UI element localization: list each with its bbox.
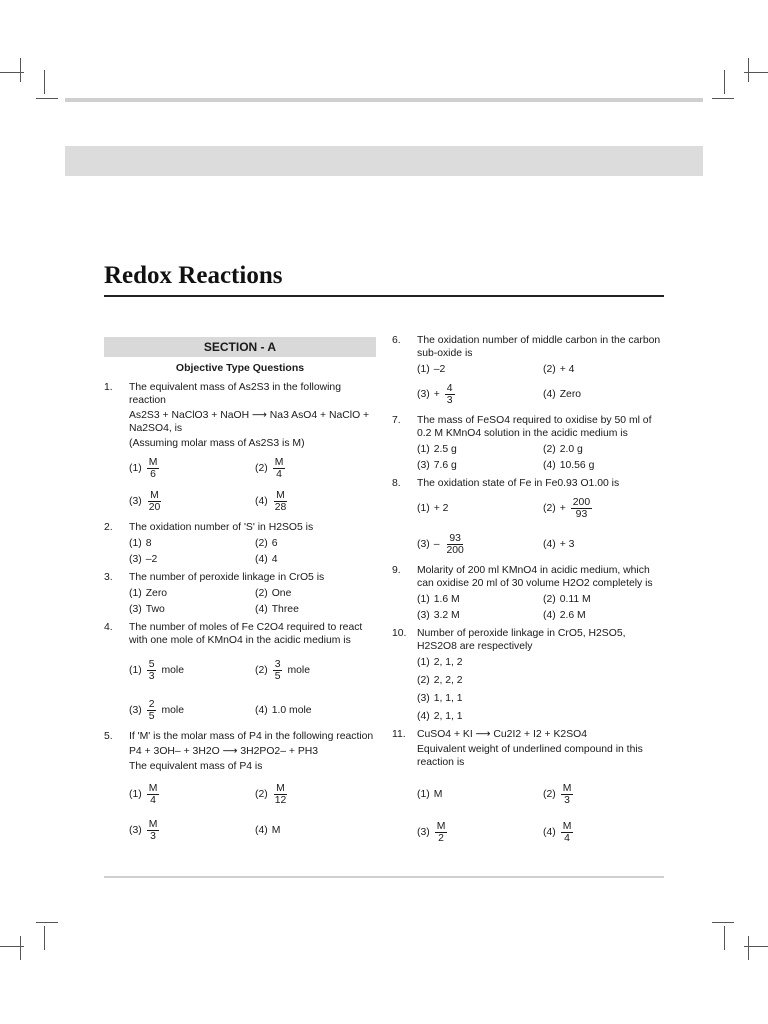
option[interactable]: (1) 8 (129, 538, 152, 549)
options (417, 493, 664, 559)
option[interactable]: (3) –2 (129, 554, 158, 565)
crop-mark (724, 926, 725, 950)
crop-mark (36, 98, 58, 99)
option[interactable]: (2) 2.0 g (543, 444, 583, 455)
crop-mark (712, 922, 734, 923)
question-11 (392, 728, 664, 849)
question-number: 8. (392, 478, 401, 489)
options (417, 443, 664, 472)
option[interactable]: (3) 1, 1, 1 (417, 693, 463, 704)
left-column (104, 337, 376, 850)
options (129, 453, 376, 516)
option[interactable]: (2) $\frac{M}{12}$ (255, 782, 287, 806)
question-text: The number of moles of Fe C2O4 required to react with one mole of KMnO4 in the acidic medium is (129, 622, 363, 646)
option[interactable]: (2) $\frac{3}{5}$ mole (255, 658, 311, 682)
option[interactable]: (1) 1.6 M (417, 594, 460, 605)
options (417, 593, 664, 622)
option[interactable]: (1) 2, 1, 2 (417, 657, 463, 668)
question-text: The mass of FeSO4 required to oxidise by 50 ml of 0.2 M KMnO4 solution in the acidic medium is (417, 415, 652, 439)
right-column (392, 334, 664, 852)
options (417, 363, 664, 409)
crop-mark (44, 70, 45, 94)
question-number: 4. (104, 622, 113, 633)
crop-mark (748, 936, 749, 960)
option[interactable]: (2) 0.11 M (543, 594, 591, 605)
option[interactable]: (1) + 2 (417, 502, 449, 514)
question-text: The oxidation state of Fe in Fe0.93 O1.00 is (417, 478, 620, 489)
option[interactable]: (2) One (255, 588, 292, 599)
option[interactable]: (3) $\frac{M}{20}$ (129, 489, 161, 513)
option[interactable]: (4) M (255, 824, 281, 836)
question-7 (392, 414, 664, 474)
option[interactable]: (4) + 3 (543, 538, 575, 550)
option[interactable]: (1) –2 (417, 364, 446, 375)
option[interactable]: (4) 2.6 M (543, 610, 586, 621)
chapter-title: Redox Reactions (104, 262, 283, 289)
option[interactable]: (1) 2.5 g (417, 444, 457, 455)
section-subheading: Objective Type Questions (175, 362, 305, 374)
reaction-equation: P4 + 3OH– + 3H2O ⟶ 3H2PO2– + PH3 (129, 746, 319, 757)
options (129, 779, 376, 845)
options (129, 537, 376, 566)
crop-mark (20, 936, 21, 960)
option[interactable]: (3) $\frac{2}{5}$ mole (129, 698, 185, 722)
options (129, 655, 376, 725)
question-number: 11. (392, 729, 406, 740)
question-number: 3. (104, 572, 113, 583)
option[interactable]: (1) M (417, 788, 443, 800)
option[interactable]: (2) $\frac{M}{3}$ (543, 782, 572, 806)
question-text: The number of peroxide linkage in CrO5 is (129, 572, 325, 583)
option[interactable]: (2) 6 (255, 538, 278, 549)
options (417, 779, 664, 847)
option[interactable]: (1) Zero (129, 588, 168, 599)
crop-mark (724, 70, 725, 94)
question-number: 5. (104, 731, 113, 742)
question-note: (Assuming molar mass of As2S3 is M) (129, 438, 305, 449)
crop-mark (748, 58, 749, 82)
option[interactable]: (4) $\frac{M}{4}$ (543, 820, 572, 844)
question-text: Molarity of 200 ml KMnO4 in acidic medium, which can oxidise 20 ml of 30 volume H2O2 completely is (417, 565, 653, 589)
option[interactable]: (4) 1.0 mole (255, 704, 312, 716)
option[interactable]: (4) Three (255, 604, 299, 615)
question-1 (104, 381, 376, 518)
option[interactable]: (3) $\frac{M}{3}$ (129, 818, 158, 842)
question-text-2: The equivalent mass of P4 is (129, 761, 263, 772)
section-label: SECTION - A (104, 337, 376, 357)
question-number: 7. (392, 415, 401, 426)
option[interactable]: (3) 3.2 M (417, 610, 460, 621)
question-text: If 'M' is the molar mass of P4 in the following reaction (129, 731, 374, 742)
question-number: 6. (392, 335, 401, 346)
option[interactable]: (3) $\frac{M}{2}$ (417, 820, 446, 844)
question-text: The oxidation number of middle carbon in the carbon sub-oxide is (417, 335, 661, 359)
option[interactable]: (3) Two (129, 604, 165, 615)
question-4 (104, 621, 376, 727)
question-8 (392, 477, 664, 561)
reaction-equation: As2S3 + NaClO3 + NaOH ⟶ Na3 AsO4 + NaClO + Na2SO4, is (129, 410, 370, 434)
question-6 (392, 334, 664, 411)
options (129, 587, 376, 616)
crop-mark (44, 926, 45, 950)
option[interactable]: (2) 2, 2, 2 (417, 675, 463, 686)
question-number: 1. (104, 382, 113, 393)
question-3 (104, 571, 376, 618)
crop-mark (20, 58, 21, 82)
header-rule (65, 98, 703, 102)
option[interactable]: (4) 10.56 g (543, 460, 595, 471)
question-text: The oxidation number of 'S' in H2SO5 is (129, 522, 314, 533)
question-number: 2. (104, 522, 113, 533)
option[interactable]: (3) + $\frac{4}{3}$ (417, 382, 453, 406)
option[interactable]: (2) + 4 (543, 364, 575, 375)
option[interactable]: (2) + $\frac{200}{93}$ (543, 496, 591, 520)
question-text: The equivalent mass of As2S3 in the following reaction (129, 382, 341, 406)
option[interactable]: (4) 4 (255, 554, 278, 565)
option[interactable]: (1) $\frac{5}{3}$ mole (129, 658, 185, 682)
option[interactable]: (4) Zero (543, 388, 582, 400)
options (417, 656, 664, 723)
option[interactable]: (1) $\frac{M}{4}$ (129, 782, 158, 806)
title-rule (104, 295, 664, 297)
question-2 (104, 521, 376, 568)
crop-mark (712, 98, 734, 99)
question-9 (392, 564, 664, 624)
reaction-equation: CuSO4 + KI ⟶ Cu2I2 + I2 + K2SO4 (417, 729, 587, 740)
option[interactable]: (1) $\frac{M}{6}$ (129, 456, 158, 480)
question-5 (104, 730, 376, 847)
question-number: 10. (392, 628, 407, 639)
question-text: Number of peroxide linkage in CrO5, H2SO5, H2S2O8 are respectively (417, 628, 626, 652)
option[interactable]: (3) 7.6 g (417, 460, 457, 471)
option[interactable]: (4) 2, 1, 1 (417, 711, 463, 722)
question-10 (392, 627, 664, 725)
question-number: 9. (392, 565, 401, 576)
header-band (65, 146, 703, 176)
crop-mark (36, 922, 58, 923)
option[interactable]: (2) $\frac{M}{4}$ (255, 456, 284, 480)
option[interactable]: (4) $\frac{M}{28}$ (255, 489, 287, 513)
option[interactable]: (3) – $\frac{93}{200}$ (417, 532, 464, 556)
question-text: Equivalent weight of underlined compound in this reaction is (417, 744, 643, 768)
footer-rule (104, 876, 664, 878)
